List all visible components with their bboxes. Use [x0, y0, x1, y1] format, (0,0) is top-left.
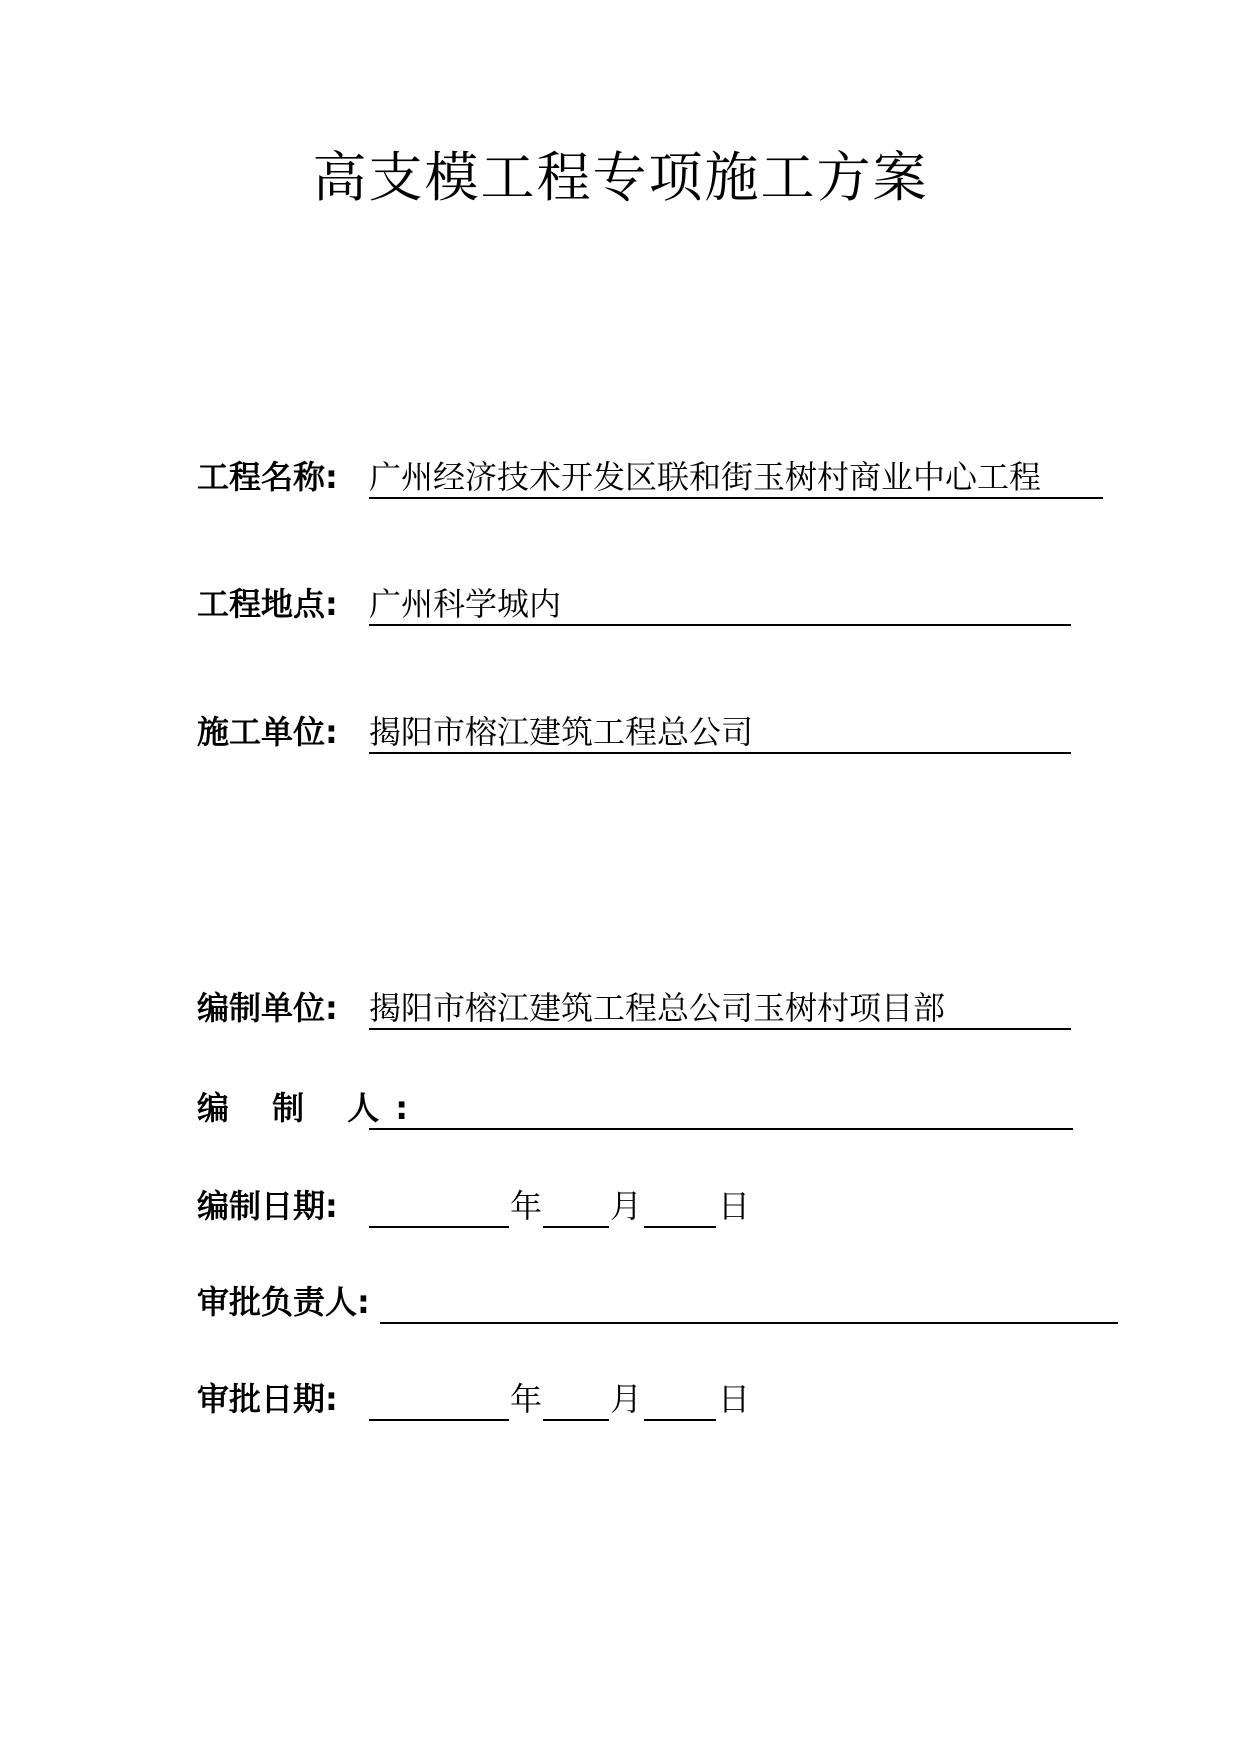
compile-month-blank: [543, 1226, 609, 1228]
project-name-underline: [369, 497, 1103, 499]
project-name-row: [197, 455, 1157, 499]
project-location-row: [197, 582, 1097, 626]
compiling-unit-value: 揭阳市榕江建筑工程总公司玉树村项目部: [369, 989, 946, 1027]
approve-month-unit: 月: [610, 1380, 643, 1418]
compile-month-unit: 月: [610, 1187, 643, 1225]
compile-year-blank: [369, 1226, 509, 1228]
project-location-underline: [369, 624, 1071, 626]
compile-date-row: [197, 1184, 897, 1228]
approve-month-blank: [543, 1419, 609, 1421]
compiler-underline: [369, 1128, 1073, 1130]
approver-row: [197, 1280, 1157, 1324]
compiling-unit-row: [197, 986, 1097, 1030]
approve-year-unit: 年: [510, 1380, 543, 1418]
approve-date-row: [197, 1377, 897, 1421]
approve-day-blank: [644, 1419, 716, 1421]
approve-day-unit: 日: [718, 1380, 751, 1418]
compile-year-unit: 年: [510, 1187, 543, 1225]
construction-unit-row: [197, 710, 1097, 754]
document-title: 高支模工程专项施工方案: [312, 146, 929, 209]
construction-unit-underline: [369, 752, 1071, 754]
construction-unit-label: 施工单位:: [197, 713, 338, 751]
approve-date-label: 审批日期:: [197, 1380, 338, 1418]
approver-underline: [380, 1322, 1118, 1324]
compiler-row: [197, 1086, 1097, 1130]
project-name-value: 广州经济技术开发区联和街玉树村商业中心工程: [369, 458, 1042, 496]
approver-label: 审批负责人:: [197, 1283, 370, 1321]
compiling-unit-label: 编制单位:: [197, 989, 338, 1027]
compile-day-unit: 日: [718, 1187, 751, 1225]
project-location-value: 广州科学城内: [369, 585, 562, 623]
compile-date-label: 编制日期:: [197, 1187, 338, 1225]
compile-day-blank: [644, 1226, 716, 1228]
compiler-label: 编 制 人:: [197, 1089, 425, 1127]
construction-unit-value: 揭阳市榕江建筑工程总公司: [369, 713, 754, 751]
compiling-unit-underline: [369, 1028, 1071, 1030]
project-location-label: 工程地点:: [197, 585, 338, 623]
project-name-label: 工程名称:: [197, 458, 338, 496]
approve-year-blank: [369, 1419, 509, 1421]
